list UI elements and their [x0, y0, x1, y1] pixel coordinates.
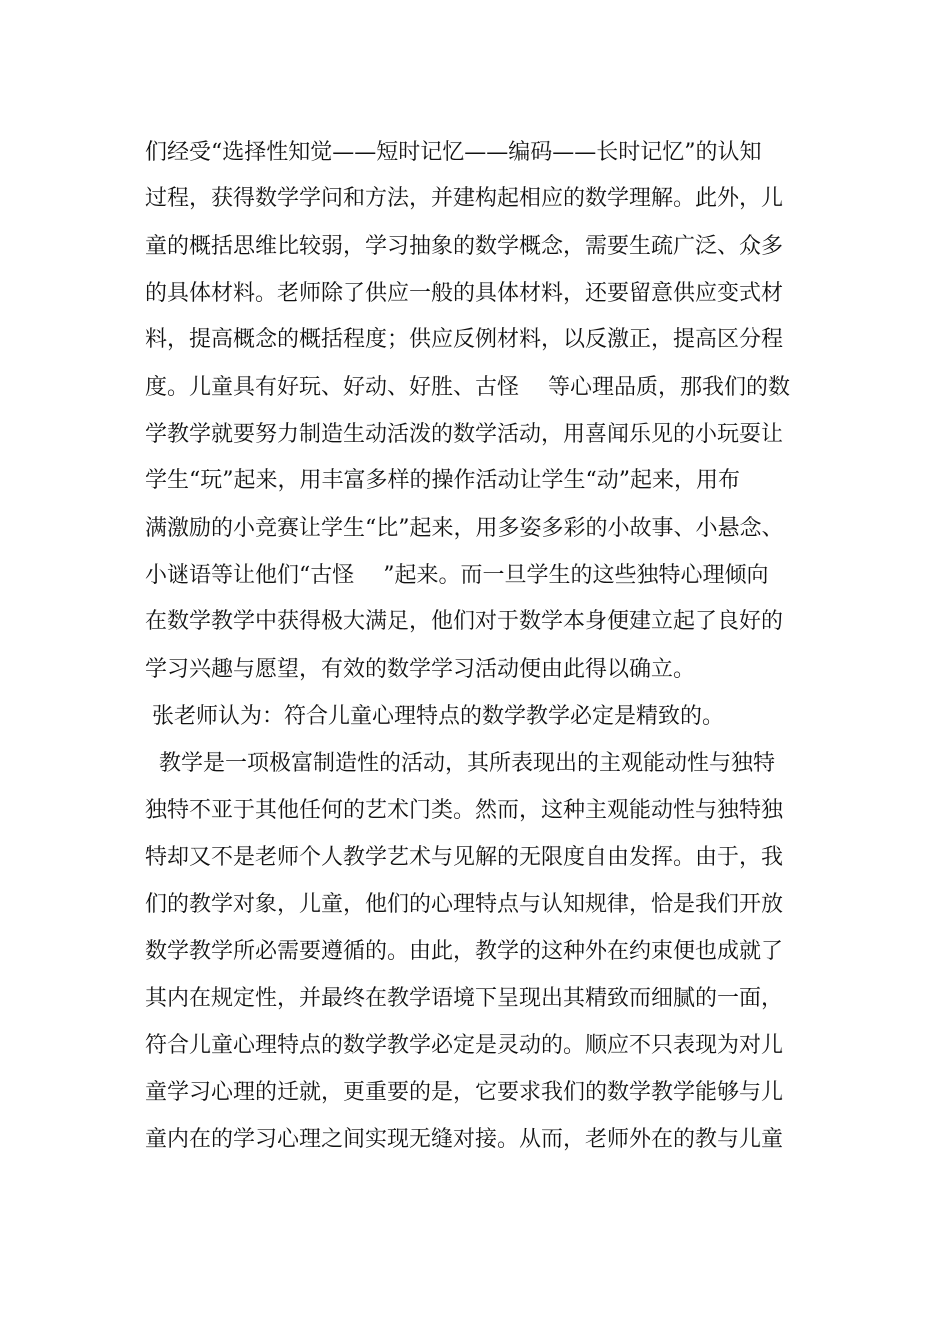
text-line: 的具体材料。老师除了供应一般的具体材料，还要留意供应变式材 — [145, 281, 784, 306]
text-line: 童的概括思维比较弱，学习抽象的数学概念，需要生疏广泛、众多 — [145, 234, 784, 259]
text-line: 们经受“选择性知觉——短时记忆——编码——长时记忆”的认知 — [145, 140, 762, 165]
text-line: 特却又不是老师个人教学艺术与见解的无限度自由发挥。由于，我 — [145, 845, 784, 870]
text-line: 学教学就要努力制造生动活泼的数学活动，用喜闻乐见的小玩耍让 — [145, 422, 784, 447]
text-line: 学生“玩”起来，用丰富多样的操作活动让学生“动”起来，用布 — [145, 468, 740, 493]
text-line: 满激励的小竞赛让学生“比”起来，用多姿多彩的小故事、小悬念、 — [145, 516, 784, 541]
text-line: 小谜语等让他们“古怪 ”起来。而一旦学生的这些独特心理倾向 — [145, 563, 769, 588]
text-line: 童学习心理的迁就，更重要的是，它要求我们的数学教学能够与儿 — [145, 1080, 784, 1105]
text-line: 数学教学所必需要遵循的。由此，教学的这种外在约束便也成就了 — [145, 939, 784, 964]
text-line: 学习兴趣与愿望，有效的数学学习活动便由此得以确立。 — [145, 657, 696, 682]
text-line: 童内在的学习心理之间实现无缝对接。从而，老师外在的教与儿童 — [145, 1127, 784, 1152]
text-line: 张老师认为：符合儿童心理特点的数学教学必定是精致的。 — [145, 704, 724, 729]
text-line: 教学是一项极富制造性的活动，其所表现出的主观能动性与独特 — [145, 751, 775, 776]
text-line: 在数学教学中获得极大满足，他们对于数学本身便建立起了良好的 — [145, 609, 784, 634]
text-line: 符合儿童心理特点的数学教学必定是灵动的。顺应不只表现为对儿 — [145, 1033, 784, 1058]
text-line: 其内在规定性，并最终在教学语境下呈现出其精致而细腻的一面， — [145, 986, 784, 1011]
text-line: 独特不亚于其他任何的艺术门类。然而，这种主观能动性与独特独 — [145, 798, 784, 823]
text-line: 过程，获得数学学问和方法，并建构起相应的数学理解。此外，儿 — [145, 186, 784, 211]
text-line: 们的教学对象，儿童，他们的心理特点与认知规律，恰是我们开放 — [145, 892, 784, 917]
text-line: 料，提高概念的概括程度；供应反例材料，以反激正，提高区分程 — [145, 327, 784, 352]
text-line: 度。儿童具有好玩、好动、好胜、古怪 等心理品质，那我们的数 — [145, 375, 790, 400]
